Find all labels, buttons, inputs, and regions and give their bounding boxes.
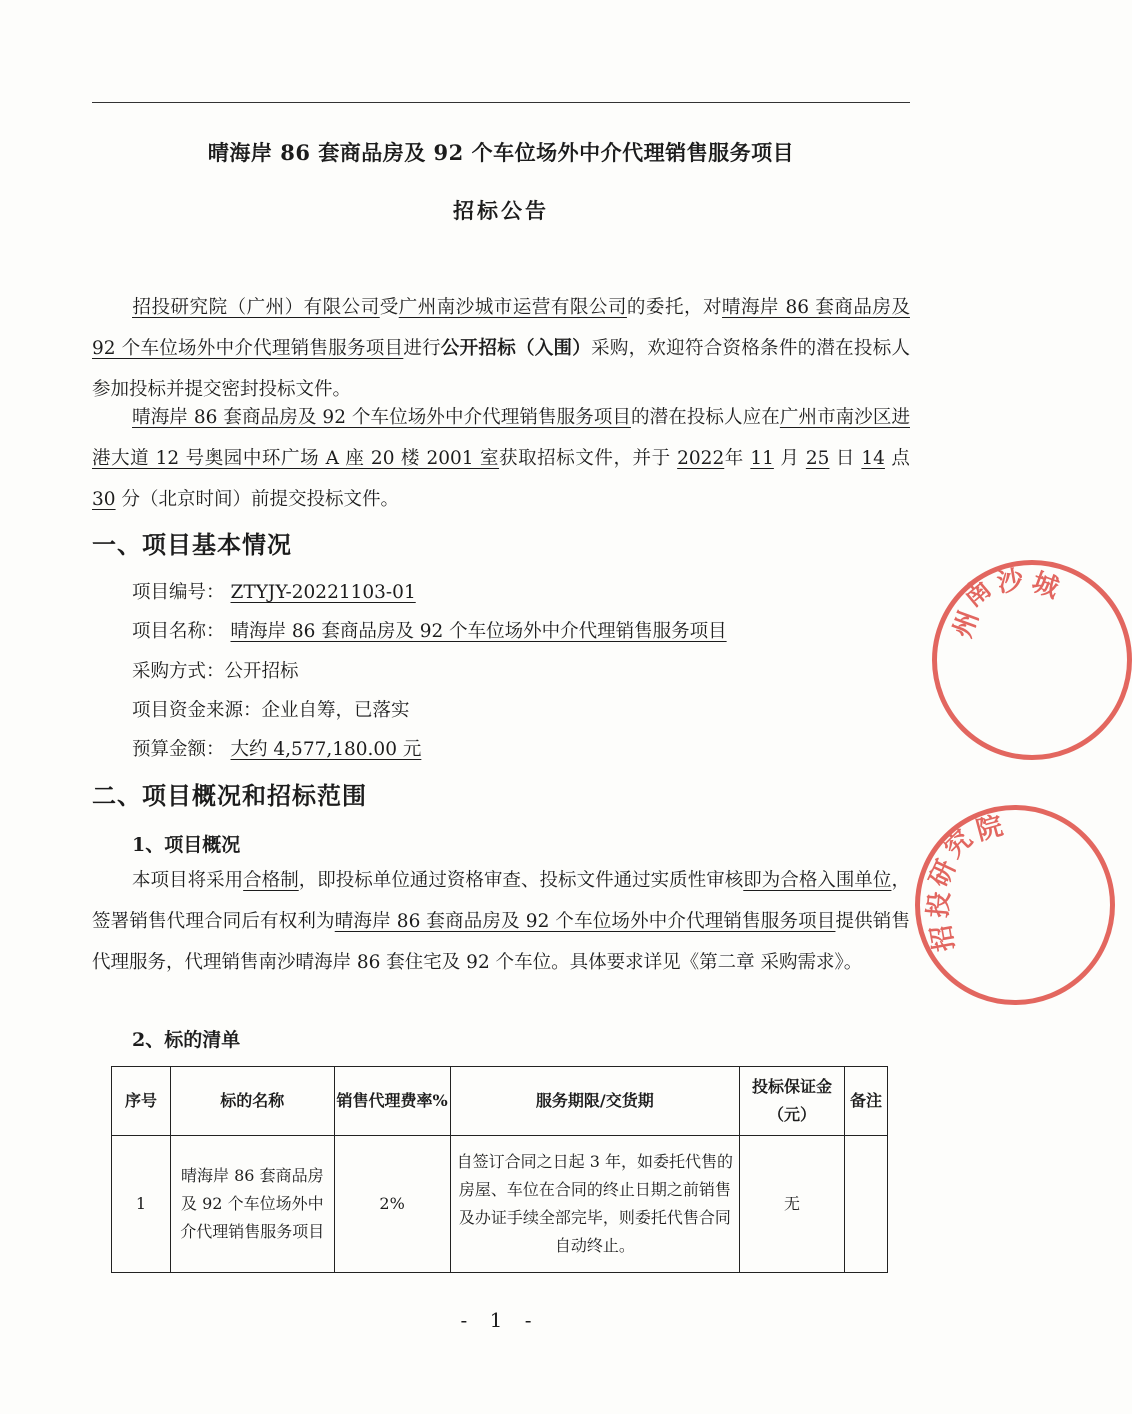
- project-name-ref: 晴海岸 86 套商品房及 92 个车位场外中介代理销售服务项目: [92, 297, 910, 359]
- col-header-service-period: 服务期限/交货期: [450, 1067, 740, 1136]
- field-procurement-method: 采购方式：公开招标: [132, 661, 299, 682]
- deadline-day: 25: [805, 448, 830, 469]
- cell-no: 1: [112, 1136, 171, 1273]
- cell-item-name: 晴海岸 86 套商品房及 92 个车位场外中介代理销售服务项目: [170, 1136, 334, 1273]
- field-fund-source: 项目资金来源：企业自筹，已落实: [132, 700, 410, 721]
- page-number: - 1 -: [460, 1308, 540, 1332]
- subsection-list-heading: 2、标的清单: [132, 1029, 241, 1051]
- document-subtitle: 招标公告: [453, 198, 549, 223]
- overview-paragraph: 本项目将采用合格制，即投标单位通过资格审查、投标文件通过实质性审核即为合格入围单位，签署销售代理合同后有权利为晴海岸 86 套商品房及 92 个车位场外中介代理销售服务项目提供销售代理服务，代理销售南沙晴海岸 86 套住宅及 92 个车位。具体要求详见《第二章 采购需求》。: [92, 870, 910, 973]
- qualification-system: 合格制: [243, 870, 299, 891]
- deadline-month: 11: [750, 448, 774, 469]
- field-budget: 预算金额： 大约 4,577,180.00 元: [132, 739, 422, 760]
- intro-paragraph-1: 招投研究院（广州）有限公司受广州南沙城市运营有限公司的委托，对晴海岸 86 套商品房及 92 个车位场外中介代理销售服务项目进行公开招标（入围）采购，欢迎符合资格条件的潜在投标人参加投标并提交密封投标文件。: [92, 297, 910, 400]
- project-name-ref: 晴海岸 86 套商品房及 92 个车位场外中介代理销售服务项目: [132, 407, 632, 428]
- bid-items-table: [111, 1066, 888, 1273]
- header-rule: [92, 102, 910, 103]
- col-header-item-name: 标的名称: [170, 1067, 334, 1136]
- field-project-number: 项目编号： ZTYJY-20221103-01: [132, 582, 416, 603]
- cell-remarks: [845, 1136, 888, 1273]
- subsection-overview-heading: 1、项目概况: [132, 834, 241, 856]
- procurement-method: 公开招标（入围）: [440, 338, 592, 359]
- table-header-row: [112, 1067, 888, 1136]
- company-seal-stamp: 州 南 沙 城: [932, 560, 1132, 760]
- cell-service-period: 自签订合同之日起 3 年，如委托代售的房屋、车位在合同的终止日期之前销售及办证手续全部完毕，则委托代售合同自动终止。: [450, 1136, 740, 1273]
- deadline-minute: 30: [92, 489, 116, 510]
- col-header-no: 序号: [112, 1067, 171, 1136]
- client-name: 广州南沙城市运营有限公司: [398, 297, 627, 318]
- project-name-ref: 晴海岸 86 套商品房及 92 个车位场外中介代理销售服务项目: [334, 911, 836, 932]
- table-row: [112, 1136, 888, 1273]
- document-title: 晴海岸 86 套商品房及 92 个车位场外中介代理销售服务项目: [207, 140, 795, 165]
- deadline-hour: 14: [861, 448, 885, 469]
- col-header-remarks: 备注: [845, 1067, 888, 1136]
- section-2-heading: 二、项目概况和招标范围: [92, 782, 367, 810]
- col-header-deposit: 投标保证金（元）: [740, 1067, 845, 1136]
- cell-fee-rate: 2%: [334, 1136, 450, 1273]
- document-address: 广州市南沙区进港大道 12 号奥园中环广场 A 座 20 楼 2001 室: [92, 407, 910, 469]
- deadline-year: 2022: [677, 448, 725, 469]
- section-1-heading: 一、项目基本情况: [92, 531, 292, 559]
- agent-name: 招投研究院（广州）有限公司: [132, 297, 380, 318]
- agency-seal-stamp: 招 投 研 究 院: [915, 805, 1115, 1005]
- field-project-name: 项目名称： 晴海岸 86 套商品房及 92 个车位场外中介代理销售服务项目: [132, 621, 727, 642]
- cell-deposit: 无: [740, 1136, 845, 1273]
- intro-paragraph-2: 晴海岸 86 套商品房及 92 个车位场外中介代理销售服务项目的潜在投标人应在广州市南沙区进港大道 12 号奥园中环广场 A 座 20 楼 2001 室获取招标文件，并于 2022年 11 月 25 日 14 点 30 分（北京时间）前提交投标文件。: [92, 407, 910, 510]
- col-header-fee-rate: 销售代理费率%: [334, 1067, 450, 1136]
